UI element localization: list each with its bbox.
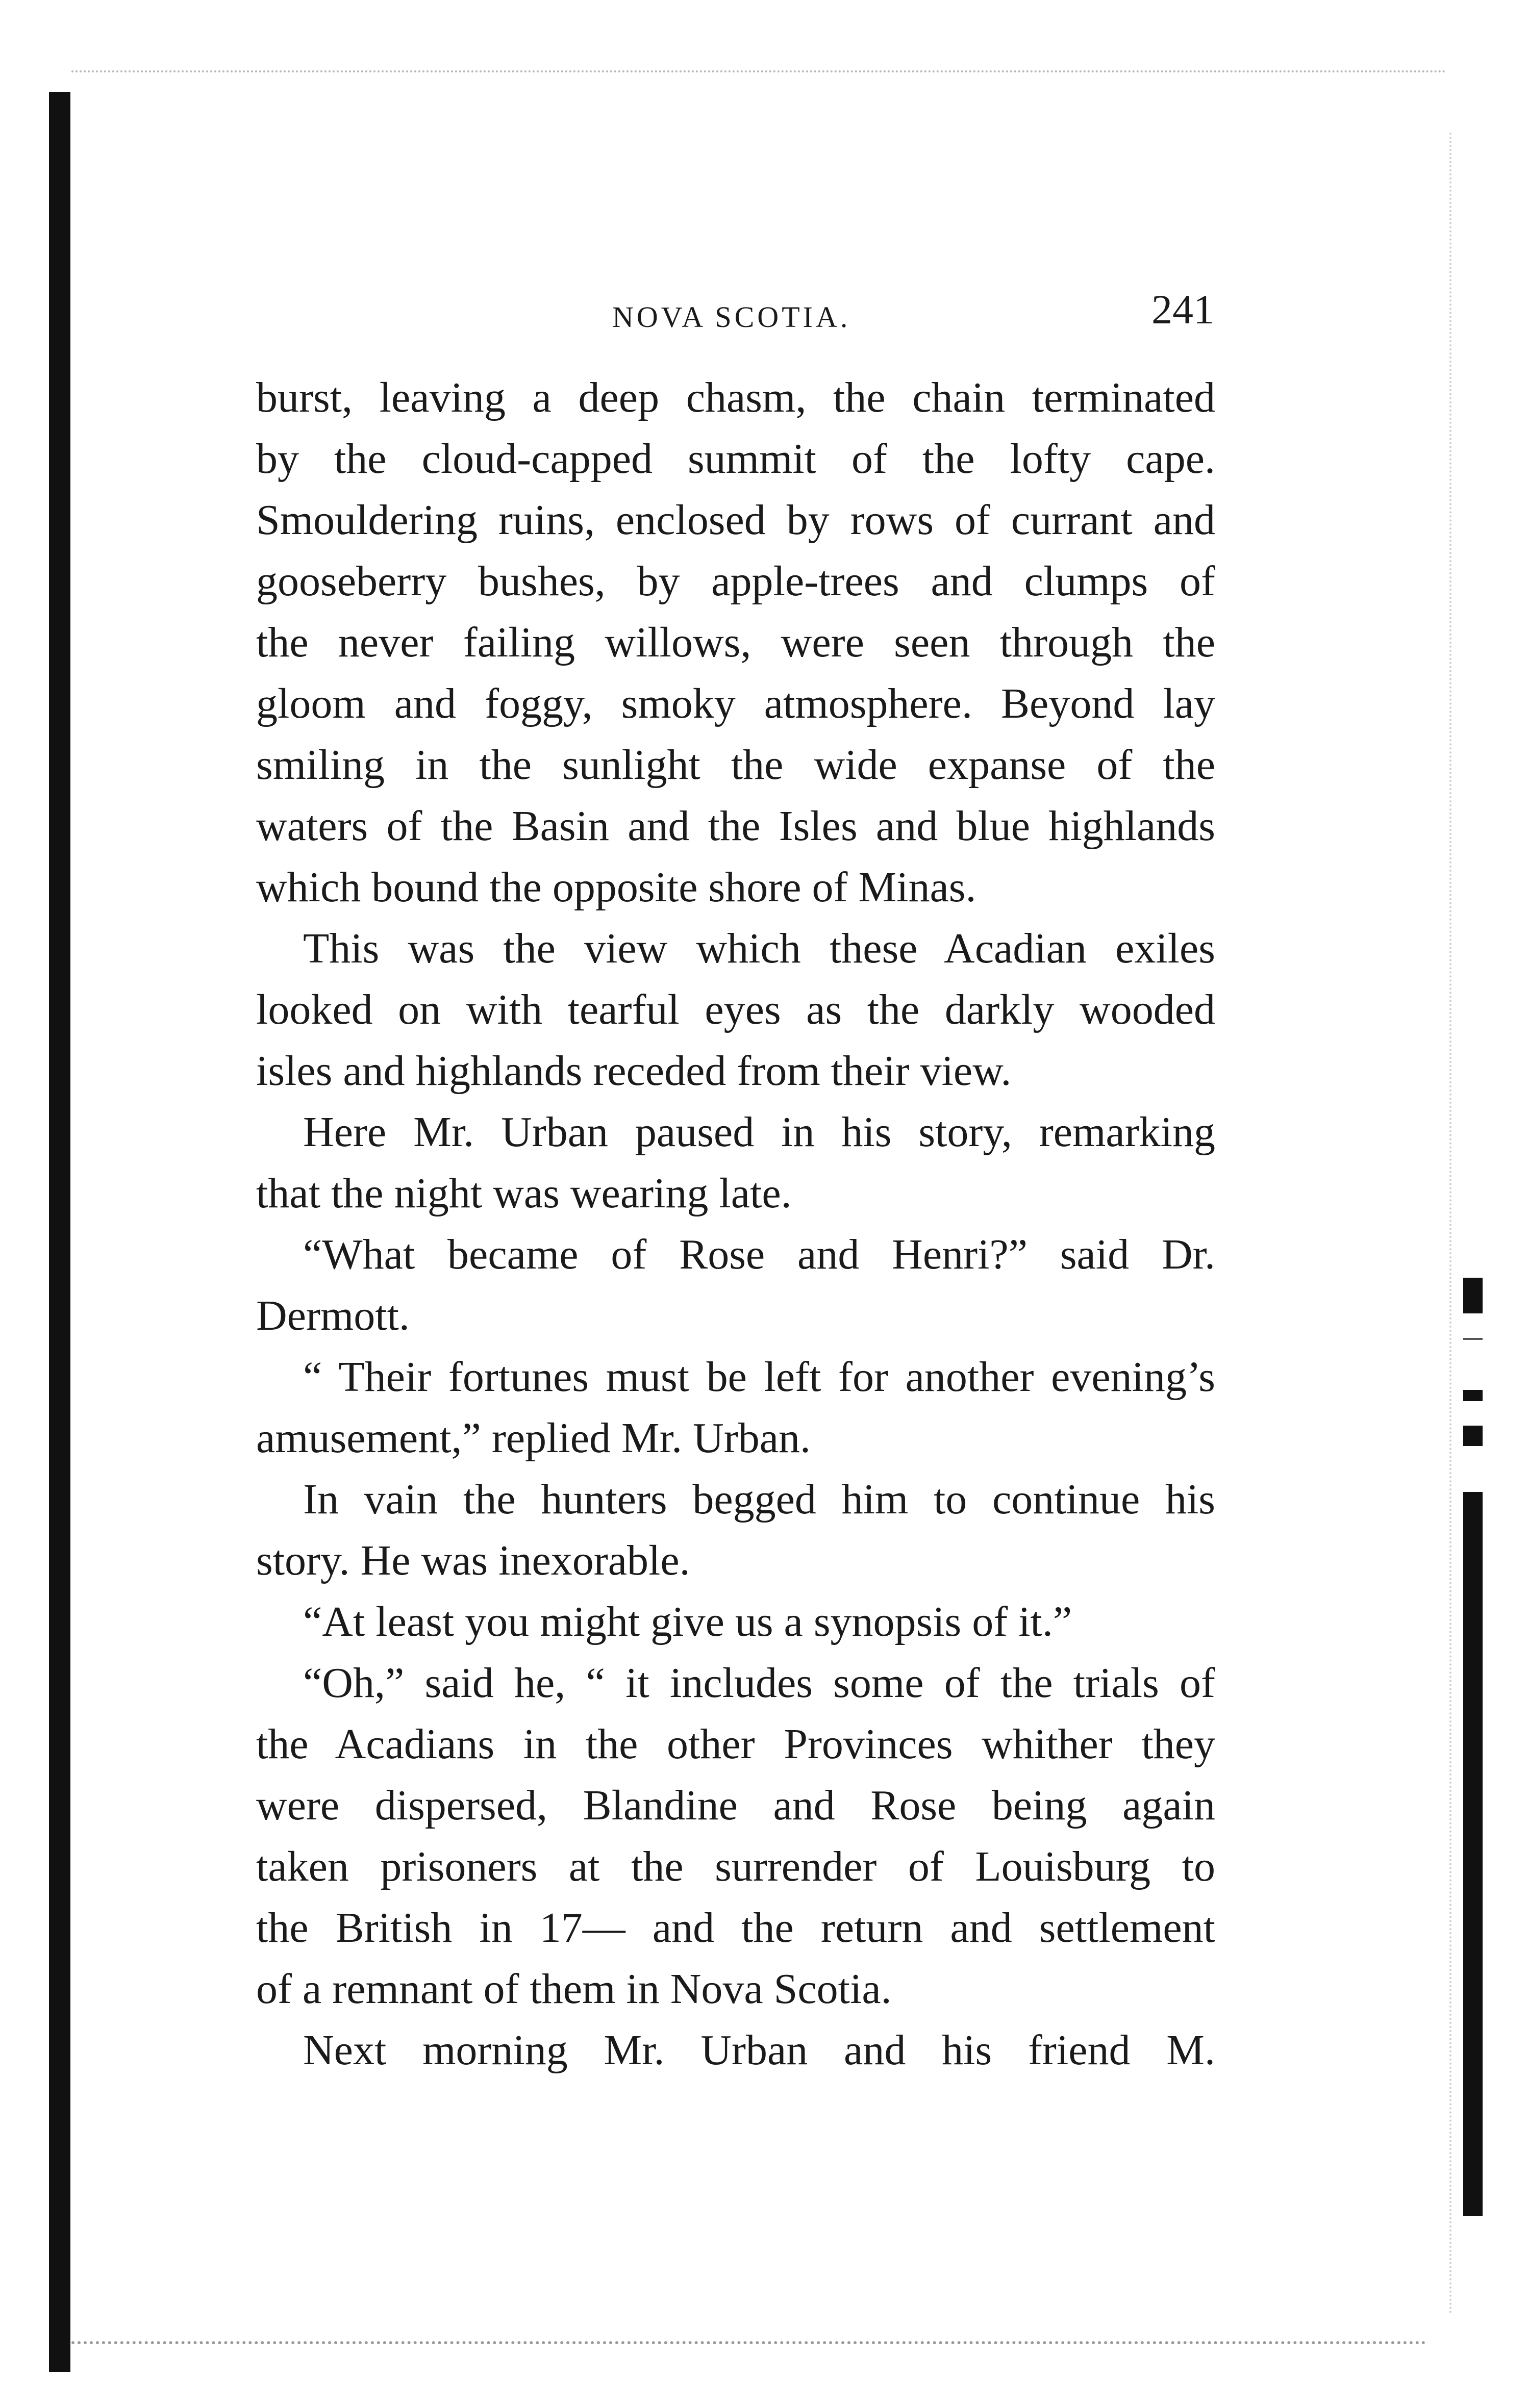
body-text <box>256 367 1215 2081</box>
binding-shadow <box>49 92 70 2372</box>
running-head <box>260 286 1214 342</box>
text-line: by the cloud-capped summit of the lofty cape. <box>256 435 1215 483</box>
text-line: “What became of Rose and Henri?” said Dr. <box>303 1231 1215 1278</box>
text-line: looked on with tearful eyes as the darkly wooded <box>256 986 1215 1033</box>
text-line: which bound the opposite shore of Minas. <box>256 864 976 911</box>
text-line: the never failing willows, were seen through the <box>256 619 1215 666</box>
text-line: the British in 17— and the return and settlement <box>256 1904 1215 1951</box>
edge-mark <box>1463 1278 1483 1313</box>
page-number: 241 <box>1151 286 1214 333</box>
text-line: isles and highlands receded from their view. <box>256 1047 1012 1095</box>
edge-mark <box>1463 1338 1483 1340</box>
page-right-edge <box>1449 133 1451 2316</box>
page-top-edge <box>71 70 1446 72</box>
edge-mark <box>1463 1426 1483 1446</box>
text-line: waters of the Basin and the Isles and blue highlands <box>256 802 1215 850</box>
text-line: In vain the hunters begged him to continue his <box>303 1476 1215 1523</box>
text-line: “At least you might give us a synopsis of it.” <box>303 1598 1072 1645</box>
text-line: Next morning Mr. Urban and his friend M. <box>303 2026 1215 2074</box>
text-line: taken prisoners at the surrender of Louisburg to <box>256 1843 1215 1890</box>
text-line: Here Mr. Urban paused in his story, remarking <box>303 1108 1215 1156</box>
text-line: amusement,” replied Mr. Urban. <box>256 1414 811 1462</box>
text-line: “ Their fortunes must be left for another evening’s <box>303 1353 1215 1401</box>
running-title: NOVA SCOTIA. <box>612 300 851 334</box>
page-bottom-edge <box>71 2341 1426 2344</box>
scan-edge-marks <box>1463 1278 1483 2216</box>
text-line: “Oh,” said he, “ it includes some of the trials of <box>303 1659 1215 1707</box>
text-line: the Acadians in the other Provinces whither they <box>256 1720 1215 1768</box>
text-line: Dermott. <box>256 1292 410 1339</box>
text-line: were dispersed, Blandine and Rose being again <box>256 1782 1215 1829</box>
edge-mark <box>1463 1492 1483 2216</box>
text-line: smiling in the sunlight the wide expanse of the <box>256 741 1215 789</box>
text-line: gooseberry bushes, by apple-trees and clumps of <box>256 557 1215 605</box>
text-line: burst, leaving a deep chasm, the chain terminated <box>256 374 1215 421</box>
text-line: of a remnant of them in Nova Scotia. <box>256 1965 892 2013</box>
text-line: Smouldering ruins, enclosed by rows of currant and <box>256 496 1215 544</box>
edge-mark <box>1463 1390 1483 1401</box>
text-line: gloom and foggy, smoky atmosphere. Beyond lay <box>256 680 1215 727</box>
text-line: story. He was inexorable. <box>256 1537 690 1584</box>
text-line: This was the view which these Acadian exiles <box>303 925 1215 972</box>
text-line: that the night was wearing late. <box>256 1170 792 1217</box>
